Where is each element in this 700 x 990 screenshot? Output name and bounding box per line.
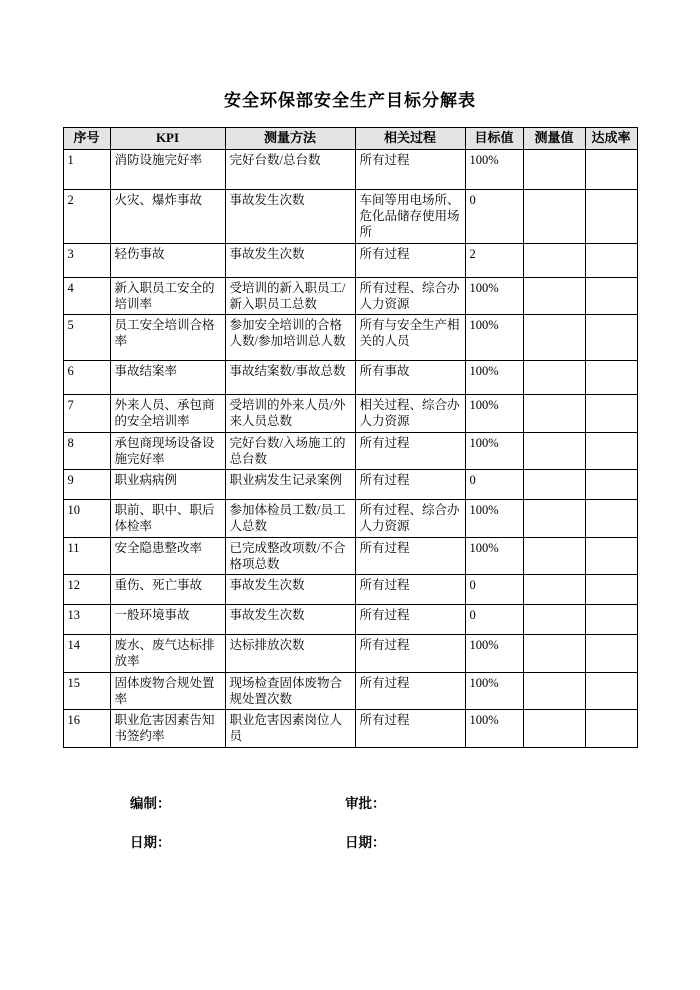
cell-no: 11 bbox=[63, 537, 110, 575]
cell-rate bbox=[585, 149, 637, 189]
cell-target: 100% bbox=[465, 537, 523, 575]
cell-rate bbox=[585, 432, 637, 470]
cell-rate bbox=[585, 537, 637, 575]
cell-target: 0 bbox=[465, 189, 523, 243]
cell-process: 所有过程 bbox=[355, 243, 465, 277]
cell-target: 100% bbox=[465, 315, 523, 361]
cell-method: 完好台数/入场施工的总台数 bbox=[225, 432, 355, 470]
cell-method: 已完成整改项数/不合格项总数 bbox=[225, 537, 355, 575]
cell-method: 事故发生次数 bbox=[225, 243, 355, 277]
cell-process: 所有事故 bbox=[355, 361, 465, 395]
table-row bbox=[63, 243, 637, 277]
cell-kpi: 职业危害因素告知书签约率 bbox=[110, 710, 225, 748]
cell-rate bbox=[585, 635, 637, 673]
cell-process: 车间等用电场所、危化品储存使用场所 bbox=[355, 189, 465, 243]
cell-measured bbox=[523, 470, 585, 500]
table-row bbox=[63, 500, 637, 538]
cell-measured bbox=[523, 500, 585, 538]
table-row bbox=[63, 189, 637, 243]
cell-measured bbox=[523, 672, 585, 710]
cell-target: 100% bbox=[465, 635, 523, 673]
cell-measured bbox=[523, 149, 585, 189]
cell-measured bbox=[523, 635, 585, 673]
cell-no: 6 bbox=[63, 361, 110, 395]
table-row bbox=[63, 575, 637, 605]
cell-method: 事故发生次数 bbox=[225, 189, 355, 243]
cell-rate bbox=[585, 470, 637, 500]
cell-no: 10 bbox=[63, 500, 110, 538]
cell-method: 事故发生次数 bbox=[225, 605, 355, 635]
table-row bbox=[63, 395, 637, 433]
cell-method: 参加安全培训的合格人数/参加培训总人数 bbox=[225, 315, 355, 361]
cell-rate bbox=[585, 243, 637, 277]
cell-measured bbox=[523, 605, 585, 635]
cell-kpi: 职前、职中、职后体检率 bbox=[110, 500, 225, 538]
cell-rate bbox=[585, 710, 637, 748]
cell-target: 100% bbox=[465, 361, 523, 395]
cell-measured bbox=[523, 361, 585, 395]
header-kpi: KPI bbox=[110, 128, 225, 150]
cell-rate bbox=[585, 277, 637, 315]
cell-process: 所有过程 bbox=[355, 635, 465, 673]
table-header-row bbox=[63, 128, 637, 150]
header-target: 目标值 bbox=[465, 128, 523, 150]
cell-kpi: 一般环境事故 bbox=[110, 605, 225, 635]
cell-no: 4 bbox=[63, 277, 110, 315]
table-row bbox=[63, 470, 637, 500]
kpi-table bbox=[63, 127, 638, 748]
cell-rate bbox=[585, 500, 637, 538]
cell-no: 5 bbox=[63, 315, 110, 361]
cell-kpi: 废水、废气达标排放率 bbox=[110, 635, 225, 673]
header-no: 序号 bbox=[63, 128, 110, 150]
cell-target: 0 bbox=[465, 470, 523, 500]
cell-process: 所有过程 bbox=[355, 605, 465, 635]
header-rate: 达成率 bbox=[585, 128, 637, 150]
cell-rate bbox=[585, 672, 637, 710]
table-row bbox=[63, 537, 637, 575]
cell-target: 100% bbox=[465, 500, 523, 538]
cell-process: 所有过程、综合办人力资源 bbox=[355, 277, 465, 315]
cell-method: 职业病发生记录案例 bbox=[225, 470, 355, 500]
cell-kpi: 火灾、爆炸事故 bbox=[110, 189, 225, 243]
cell-kpi: 承包商现场设备设施完好率 bbox=[110, 432, 225, 470]
cell-rate bbox=[585, 605, 637, 635]
cell-measured bbox=[523, 315, 585, 361]
cell-kpi: 新入职员工安全的培训率 bbox=[110, 277, 225, 315]
cell-rate bbox=[585, 315, 637, 361]
cell-process: 所有过程 bbox=[355, 537, 465, 575]
cell-no: 15 bbox=[63, 672, 110, 710]
cell-process: 所有过程 bbox=[355, 149, 465, 189]
cell-no: 7 bbox=[63, 395, 110, 433]
table-row bbox=[63, 149, 637, 189]
cell-target: 100% bbox=[465, 277, 523, 315]
cell-method: 受培训的新入职员工/新入职员工总数 bbox=[225, 277, 355, 315]
table-row bbox=[63, 361, 637, 395]
cell-rate bbox=[585, 189, 637, 243]
header-process: 相关过程 bbox=[355, 128, 465, 150]
cell-no: 8 bbox=[63, 432, 110, 470]
cell-process: 所有过程 bbox=[355, 470, 465, 500]
cell-process: 所有过程 bbox=[355, 710, 465, 748]
date-left-label: 日期： bbox=[130, 834, 171, 850]
cell-kpi: 员工安全培训合格率 bbox=[110, 315, 225, 361]
cell-measured bbox=[523, 395, 585, 433]
cell-measured bbox=[523, 243, 585, 277]
table-row bbox=[63, 277, 637, 315]
table-row bbox=[63, 672, 637, 710]
cell-kpi: 轻伤事故 bbox=[110, 243, 225, 277]
cell-process: 所有过程 bbox=[355, 672, 465, 710]
cell-measured bbox=[523, 432, 585, 470]
cell-target: 0 bbox=[465, 575, 523, 605]
cell-process: 所有过程、综合办人力资源 bbox=[355, 500, 465, 538]
cell-rate bbox=[585, 361, 637, 395]
cell-measured bbox=[523, 189, 585, 243]
cell-measured bbox=[523, 537, 585, 575]
cell-target: 100% bbox=[465, 149, 523, 189]
cell-target: 100% bbox=[465, 672, 523, 710]
cell-method: 达标排放次数 bbox=[225, 635, 355, 673]
cell-method: 事故结案数/事故总数 bbox=[225, 361, 355, 395]
header-measured: 测量值 bbox=[523, 128, 585, 150]
cell-no: 3 bbox=[63, 243, 110, 277]
cell-method: 受培训的外来人员/外来人员总数 bbox=[225, 395, 355, 433]
cell-kpi: 安全隐患整改率 bbox=[110, 537, 225, 575]
date-right-label: 日期： bbox=[345, 834, 386, 850]
cell-kpi: 事故结案率 bbox=[110, 361, 225, 395]
cell-kpi: 职业病病例 bbox=[110, 470, 225, 500]
cell-method: 职业危害因素岗位人员 bbox=[225, 710, 355, 748]
cell-rate bbox=[585, 575, 637, 605]
cell-kpi: 消防设施完好率 bbox=[110, 149, 225, 189]
table-row bbox=[63, 315, 637, 361]
cell-measured bbox=[523, 277, 585, 315]
approved-by-label: 审批： bbox=[345, 795, 386, 811]
cell-process: 所有过程 bbox=[355, 575, 465, 605]
table-row bbox=[63, 605, 637, 635]
cell-process: 所有过程 bbox=[355, 432, 465, 470]
cell-no: 9 bbox=[63, 470, 110, 500]
cell-no: 1 bbox=[63, 149, 110, 189]
cell-no: 2 bbox=[63, 189, 110, 243]
cell-method: 完好台数/总台数 bbox=[225, 149, 355, 189]
prepared-by-label: 编制： bbox=[130, 795, 171, 811]
cell-measured bbox=[523, 575, 585, 605]
cell-target: 2 bbox=[465, 243, 523, 277]
cell-target: 100% bbox=[465, 395, 523, 433]
signature-row-1 bbox=[0, 792, 700, 812]
cell-process: 相关过程、综合办人力资源 bbox=[355, 395, 465, 433]
cell-method: 参加体检员工数/员工人总数 bbox=[225, 500, 355, 538]
cell-target: 0 bbox=[465, 605, 523, 635]
cell-target: 100% bbox=[465, 710, 523, 748]
table-row bbox=[63, 710, 637, 748]
cell-process: 所有与安全生产相关的人员 bbox=[355, 315, 465, 361]
header-method: 测量方法 bbox=[225, 128, 355, 150]
table-row bbox=[63, 635, 637, 673]
cell-no: 16 bbox=[63, 710, 110, 748]
cell-kpi: 重伤、死亡事故 bbox=[110, 575, 225, 605]
cell-method: 现场检查固体废物合规处置次数 bbox=[225, 672, 355, 710]
cell-measured bbox=[523, 710, 585, 748]
cell-kpi: 固体废物合规处置率 bbox=[110, 672, 225, 710]
cell-no: 12 bbox=[63, 575, 110, 605]
signature-row-2 bbox=[0, 831, 700, 851]
signature-block bbox=[0, 792, 700, 851]
table-row bbox=[63, 432, 637, 470]
page-title: 安全环保部安全生产目标分解表 bbox=[224, 91, 476, 110]
cell-target: 100% bbox=[465, 432, 523, 470]
cell-kpi: 外来人员、承包商的安全培训率 bbox=[110, 395, 225, 433]
cell-no: 13 bbox=[63, 605, 110, 635]
cell-rate bbox=[585, 395, 637, 433]
cell-no: 14 bbox=[63, 635, 110, 673]
cell-method: 事故发生次数 bbox=[225, 575, 355, 605]
